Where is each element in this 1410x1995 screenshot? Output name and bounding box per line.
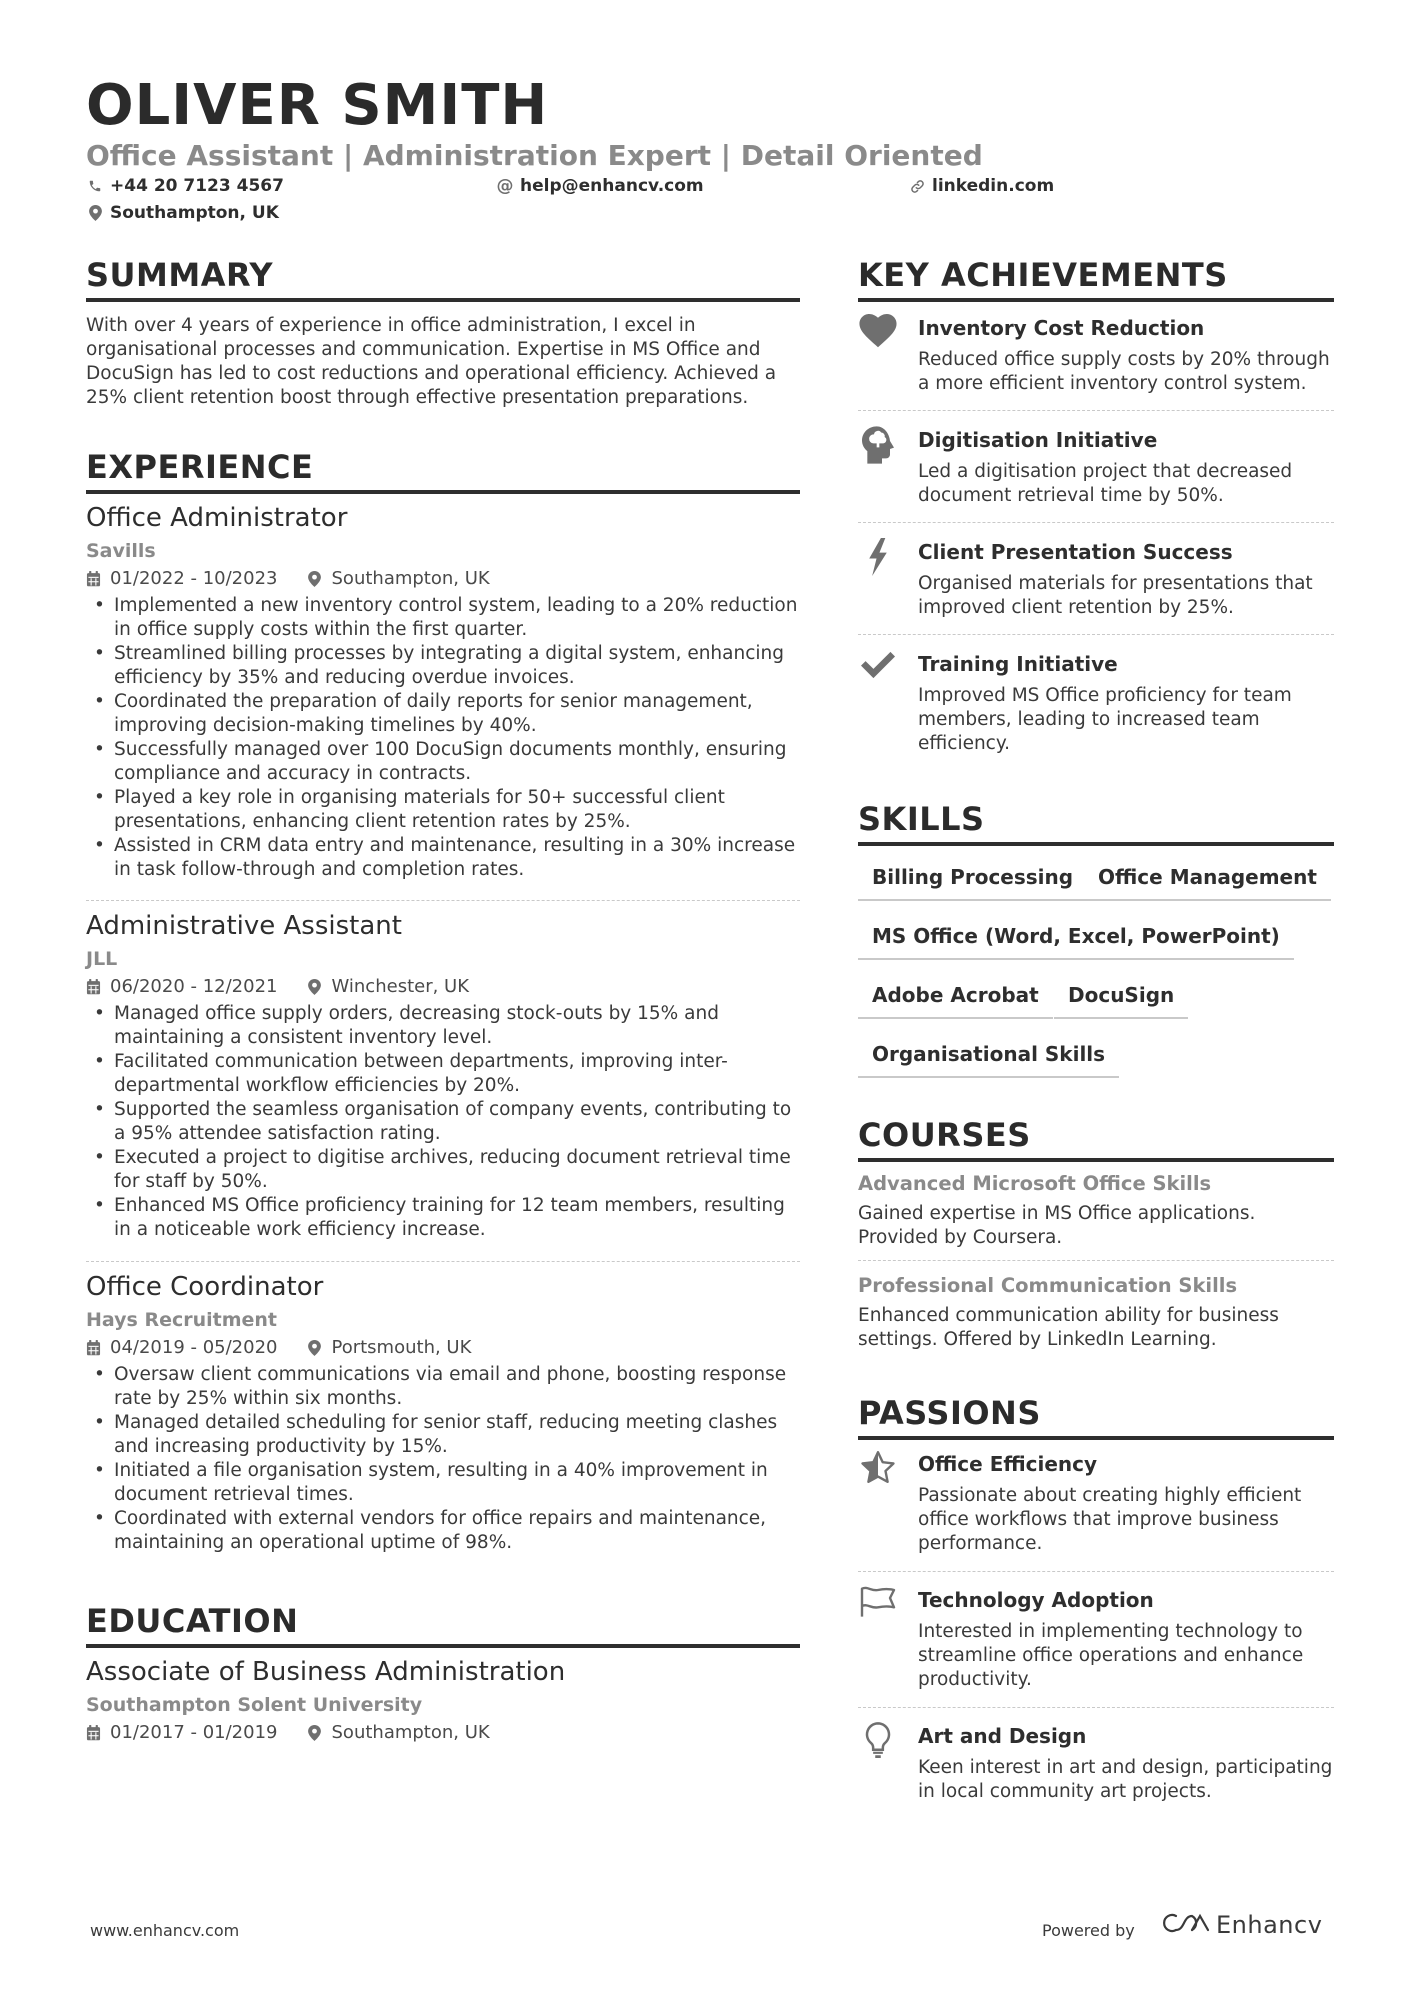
phone-text: +44 20 7123 4567 [110,176,284,196]
skill-tag: Office Management [1084,863,1331,901]
section-rule [86,490,800,494]
section-title: EXPERIENCE [86,448,314,486]
entry-divider [86,900,800,901]
job-location: Southampton, UK [331,568,490,589]
course-title: Advanced Microsoft Office Skills [858,1172,1212,1195]
bullet-item: • Assisted in CRM data entry and maintenance, resulting in a 30% increase in task follow-through and completion rates. [86,834,800,882]
summary-text: With over 4 years of experience in office administration, I excel in organisational processes and communication. Expertise in MS Office and DocuSign has led to cost reductions and operational efficiency. Achieved a 25% client retention boost through effective presentation preparations. [86,315,777,408]
item-divider [858,1707,1334,1708]
job-dates: 01/2022 - 10/2023 [110,568,278,589]
location-pin-icon [86,204,104,222]
job-bullets [86,1002,800,1242]
job-meta [86,1336,800,1360]
job-bullets [86,1363,800,1555]
brand-name: Enhancv [1216,1911,1323,1939]
job-location: Winchester, UK [331,976,470,997]
item-divider [858,634,1334,635]
bullet-item: • Initiated a file organisation system, resulting in a 40% improvement in document retrieval times. [86,1459,800,1507]
job-bullets [86,594,800,882]
job-location: Portsmouth, UK [331,1337,472,1358]
bullet-item: • Coordinated the preparation of daily reports for senior management, improving decision-making timelines by 40%. [86,690,800,738]
section-title: EDUCATION [86,1602,299,1640]
location-pin-icon [308,978,324,996]
location-pin-icon [308,1724,324,1742]
achievement-title: Client Presentation Success [918,540,1233,564]
bullet-item: • Streamlined billing processes by integrating a digital system, enhancing efficiency by 35% and reducing overdue invoices. [86,642,800,690]
job-title: Office Coordinator [86,1272,324,1302]
section-title: COURSES [858,1116,1031,1154]
section-rule [858,298,1334,302]
degree-title: Associate of Business Administration [86,1657,566,1687]
contact-email[interactable] [496,175,704,197]
achievement-item [858,650,1334,770]
link-icon [908,177,926,195]
item-divider [858,1571,1334,1572]
skill-tag: MS Office (Word, Excel, PowerPoint) [858,922,1294,960]
job-dates: 04/2019 - 05/2020 [110,1337,278,1358]
job-dates: 06/2020 - 12/2021 [110,976,278,997]
achievement-title: Training Initiative [918,652,1118,676]
section-title: SUMMARY [86,256,274,294]
bullet-item: • Supported the seamless organisation of company events, contributing to a 95% attendee satisfaction rating. [86,1098,800,1146]
footer-website[interactable]: www.enhancv.com [90,1921,240,1940]
skill-tag: Billing Processing [858,863,1087,901]
achievement-title: Inventory Cost Reduction [918,316,1205,340]
achievement-item [858,426,1334,516]
education-location: Southampton, UK [331,1722,490,1743]
achievement-item [858,538,1334,628]
contact-location [86,202,279,224]
bullet-item: • Managed detailed scheduling for senior staff, reducing meeting clashes and increasing productivity by 15%. [86,1411,800,1459]
education-section [86,1602,800,1648]
bullet-item: • Implemented a new inventory control system, leading to a 20% reduction in office supply costs within the first quarter. [86,594,800,642]
achievement-desc: Reduced office supply costs by 20% through a more efficient inventory control system. [918,349,1330,394]
achievement-desc: Organised materials for presentations that improved client retention by 25%. [918,573,1313,618]
education-entry [86,1656,800,1745]
star-icon [858,1450,898,1490]
bullet-item: • Executed a project to digitise archives, reducing document retrieval time for staff by 50%. [86,1146,800,1194]
passion-title: Technology Adoption [918,1588,1154,1612]
courses-section [858,1116,1334,1162]
section-title: SKILLS [858,800,985,838]
experience-section [86,448,800,494]
bullet-item: • Managed office supply orders, decreasing stock-outs by 15% and maintaining a consistent inventory level. [86,1002,800,1050]
passions-section [858,1394,1334,1440]
calendar-icon [86,978,102,996]
course-desc: Enhanced communication ability for business settings. Offered by LinkedIn Learning. [858,1305,1279,1350]
experience-entry [86,1271,800,1555]
candidate-name: OLIVER SMITH [86,73,549,138]
job-company: Hays Recruitment [86,1309,278,1331]
passion-item [858,1722,1334,1817]
location-pin-icon [308,1339,324,1357]
passion-desc: Interested in implementing technology to streamline office operations and enhance productivity. [918,1621,1304,1690]
passion-item [858,1450,1334,1565]
experience-entry [86,910,800,1242]
job-company: Savills [86,540,156,562]
section-rule [858,1158,1334,1162]
achievement-title: Digitisation Initiative [918,428,1158,452]
job-company: JLL [86,948,118,970]
section-rule [858,842,1334,846]
summary-section [86,256,800,410]
brand-logo[interactable] [1162,1910,1322,1940]
bullet-item: • Successfully managed over 100 DocuSign documents monthly, ensuring compliance and accuracy in contracts. [86,738,800,786]
phone-icon [86,177,104,195]
achievements-section [858,256,1334,302]
achievement-desc: Improved MS Office proficiency for team members, leading to increased team efficiency. [918,685,1292,754]
job-title: Administrative Assistant [86,911,402,941]
flag-icon [858,1586,898,1626]
passion-title: Art and Design [918,1724,1087,1748]
skill-tag: Adobe Acrobat [858,981,1053,1019]
at-sign-icon: @ [496,176,514,196]
item-divider [858,522,1334,523]
head-brain-icon [858,426,898,466]
achievement-desc: Led a digitisation project that decreased document retrieval time by 50%. [918,461,1293,506]
contact-website[interactable] [908,175,1054,197]
passion-desc: Passionate about creating highly efficient office workflows that improve business performance. [918,1485,1302,1554]
skill-tag: DocuSign [1054,981,1188,1019]
section-title: KEY ACHIEVEMENTS [858,256,1228,294]
section-title: PASSIONS [858,1394,1041,1432]
education-dates: 01/2017 - 01/2019 [110,1722,278,1743]
heart-icon [858,314,898,354]
section-rule [86,298,800,302]
bullet-item: • Coordinated with external vendors for office repairs and maintenance, maintaining an operational uptime of 98%. [86,1507,800,1555]
passion-item [858,1586,1334,1701]
checkmark-icon [858,650,898,690]
education-meta [86,1721,800,1745]
candidate-headline: Office Assistant | Administration Expert | Detail Oriented [86,139,983,172]
job-title: Office Administrator [86,503,348,533]
bullet-item: • Played a key role in organising materials for 50+ successful client presentations, enhancing client retention rates by 25%. [86,786,800,834]
location-pin-icon [308,570,324,588]
bullet-item: • Facilitated communication between departments, improving inter-departmental workflow efficiencies by 20%. [86,1050,800,1098]
job-meta [86,975,800,999]
section-rule [858,1436,1334,1440]
passion-desc: Keen interest in art and design, participating in local community art projects. [918,1757,1333,1802]
section-rule [86,1644,800,1648]
contact-phone [86,175,284,197]
calendar-icon [86,1724,102,1742]
skills-section [858,800,1334,846]
calendar-icon [86,570,102,588]
skill-tag: Organisational Skills [858,1040,1119,1078]
job-meta [86,567,800,591]
footer-powered-by: Powered by [1042,1921,1135,1940]
calendar-icon [86,1339,102,1357]
website-text[interactable]: linkedin.com [932,176,1055,196]
enhancv-logo-icon [1162,1910,1210,1940]
email-text[interactable]: help@enhancv.com [520,176,704,196]
item-divider [858,1260,1334,1261]
lightning-bolt-icon [858,538,898,578]
school-name: Southampton Solent University [86,1694,423,1716]
location-text: Southampton, UK [110,203,279,223]
entry-divider [86,1261,800,1262]
bullet-item: • Oversaw client communications via email and phone, boosting response rate by 25% within six months. [86,1363,800,1411]
experience-entry [86,502,800,882]
course-title: Professional Communication Skills [858,1274,1238,1297]
course-desc: Gained expertise in MS Office applications. Provided by Coursera. [858,1203,1256,1248]
lightbulb-icon [858,1722,898,1762]
item-divider [858,410,1334,411]
bullet-item: • Enhanced MS Office proficiency training for 12 team members, resulting in a noticeable work efficiency increase. [86,1194,800,1242]
passion-title: Office Efficiency [918,1452,1098,1476]
achievement-item [858,314,1334,404]
